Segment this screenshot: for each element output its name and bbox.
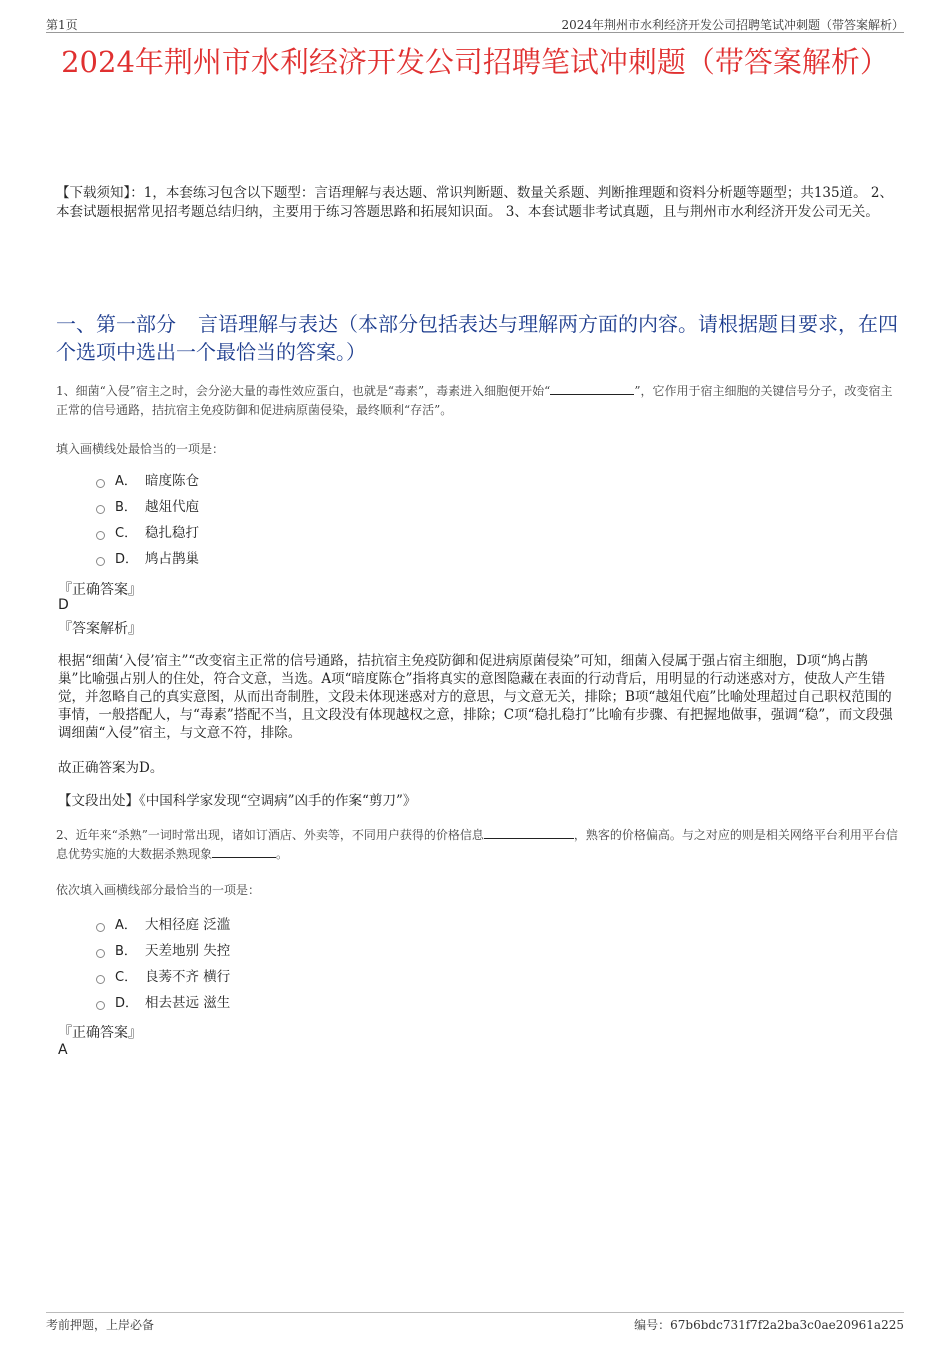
question-1-answer: D xyxy=(58,597,69,613)
option-letter: D． xyxy=(115,996,139,1011)
page-footer xyxy=(46,1312,904,1333)
radio-icon[interactable] xyxy=(96,557,105,566)
question-2-text xyxy=(56,826,902,864)
question-2-option-d[interactable] xyxy=(96,993,230,1013)
question-1-correct-answer-label: 『正确答案』 xyxy=(58,582,142,598)
question-1-option-b[interactable] xyxy=(96,497,199,517)
page-number: 第1页 xyxy=(46,18,78,32)
option-letter: C． xyxy=(115,970,138,985)
question-2-answer: A xyxy=(58,1042,68,1058)
question-2-option-b[interactable] xyxy=(96,941,230,961)
option-letter: B． xyxy=(115,944,137,959)
option-text: 良莠不齐 横行 xyxy=(145,969,231,985)
page-title: 2024年荆州市水利经济开发公司招聘笔试冲刺题（带答案解析） xyxy=(61,45,889,79)
option-text: 鸠占鹊巢 xyxy=(145,551,199,567)
question-2-blank-2 xyxy=(212,845,276,858)
option-text: 稳扎稳打 xyxy=(145,525,199,541)
question-1-prompt: 填入画横线处最恰当的一项是： xyxy=(56,442,225,456)
question-1-analysis: 根据“细菌‘入侵’宿主”“改变宿主正常的信号通路，拮抗宿主免疫防御和促进病原菌侵染”可知，细菌入侵属于强占宿主细胞，D项“鸠占鹊巢”比喻强占别人的住处，符合文意，当选。A项“暗度陈仓”指将真实的意图隐藏在表面的行动背后，用明显的行动迷惑对方，使敌人产生错觉，并忽略自己的真实意图，从而出奇制胜，文段未体现迷惑对方的意思，与文意无关，排除；B项“越俎代庖”比喻处理超过自己职权范围的事情，一般搭配人，与“毒素”搭配不当，且文段没有体现越权之意，排除；C项“稳扎稳打”比喻有步骤、有把握地做事，强调“稳”，而文段强调细菌“入侵”宿主，与文意不符，排除。 xyxy=(58,653,893,741)
question-1-option-c[interactable] xyxy=(96,523,199,543)
question-1-text-b: ”，它作用于宿主细胞的关键信号分子，改变宿主正常的信号通路，拮抗宿主免疫防御和促进病原菌侵染，最终顺利“存活”。 xyxy=(56,384,893,417)
question-1-option-a[interactable] xyxy=(96,471,199,491)
footer-code: 编号：67b6bdc731f7f2a2ba3c0ae20961a225 xyxy=(634,1318,904,1332)
question-2-text-b: ，熟客的价格偏高。与之对应的则是相关网络平台利用平台信息优势实施的大数据杀熟现象 xyxy=(56,828,898,861)
question-2-blank-1 xyxy=(484,826,574,839)
option-text: 暗度陈仓 xyxy=(145,473,199,489)
radio-icon[interactable] xyxy=(96,1001,105,1010)
header-doc-title: 2024年荆州市水利经济开发公司招聘笔试冲刺题（带答案解析） xyxy=(561,18,904,32)
radio-icon[interactable] xyxy=(96,505,105,514)
page-header xyxy=(46,14,904,33)
option-letter: B． xyxy=(115,500,137,515)
question-1-blank xyxy=(550,382,634,395)
download-notice: 【下载须知】：1，本套练习包含以下题型：言语理解与表达题、常识判断题、数量关系题、判断推理题和资料分析题等题型；共135道。 2、本套试题根据常见招考题总结归纳，主要用于练习答题思路和拓展知识面。 3、本套试题非考试真题，且与荆州市水利经济开发公司无关。 xyxy=(56,185,893,220)
section-heading xyxy=(56,310,898,366)
radio-icon[interactable] xyxy=(96,923,105,932)
radio-icon[interactable] xyxy=(96,531,105,540)
footer-slogan: 考前押题，上岸必备 xyxy=(46,1318,155,1332)
question-2-correct-answer-label: 『正确答案』 xyxy=(58,1025,142,1041)
question-1-source: 【文段出处】《中国科学家发现“空调病”凶手的作案“剪刀”》 xyxy=(58,793,417,809)
question-1-option-d[interactable] xyxy=(96,549,199,569)
radio-icon[interactable] xyxy=(96,975,105,984)
question-1-text-a: 1、细菌“入侵”宿主之时，会分泌大量的毒性效应蛋白，也就是“毒素”，毒素进入细胞便开始“ xyxy=(56,384,551,398)
option-text: 大相径庭 泛滥 xyxy=(145,917,231,933)
question-2-prompt: 依次填入画横线部分最恰当的一项是： xyxy=(56,883,261,897)
option-text: 天差地别 失控 xyxy=(145,943,231,959)
question-2-option-c[interactable] xyxy=(96,967,230,987)
question-2-option-a[interactable] xyxy=(96,915,230,935)
option-text: 相去甚远 滋生 xyxy=(145,995,231,1011)
question-1-conclusion: 故正确答案为D。 xyxy=(58,760,164,776)
question-1-analysis-label: 『答案解析』 xyxy=(58,621,142,637)
question-2-text-a: 2、近年来“杀熟”一词时常出现，诸如订酒店、外卖等，不同用户获得的价格信息 xyxy=(56,828,484,842)
question-1-text xyxy=(56,382,902,420)
option-letter: D． xyxy=(115,552,139,567)
option-letter: A． xyxy=(115,918,137,933)
option-letter: A． xyxy=(115,474,137,489)
section-heading-part-number: 一、第一部分 xyxy=(56,312,176,336)
section-heading-description: 言语理解与表达（本部分包括表达与理解两方面的内容。请根据题目要求，在四个选项中选出一个最恰当的答案。） xyxy=(56,312,898,364)
option-letter: C． xyxy=(115,526,138,541)
question-2-text-c: 。 xyxy=(276,847,289,861)
radio-icon[interactable] xyxy=(96,479,105,488)
radio-icon[interactable] xyxy=(96,949,105,958)
option-text: 越俎代庖 xyxy=(145,499,199,515)
